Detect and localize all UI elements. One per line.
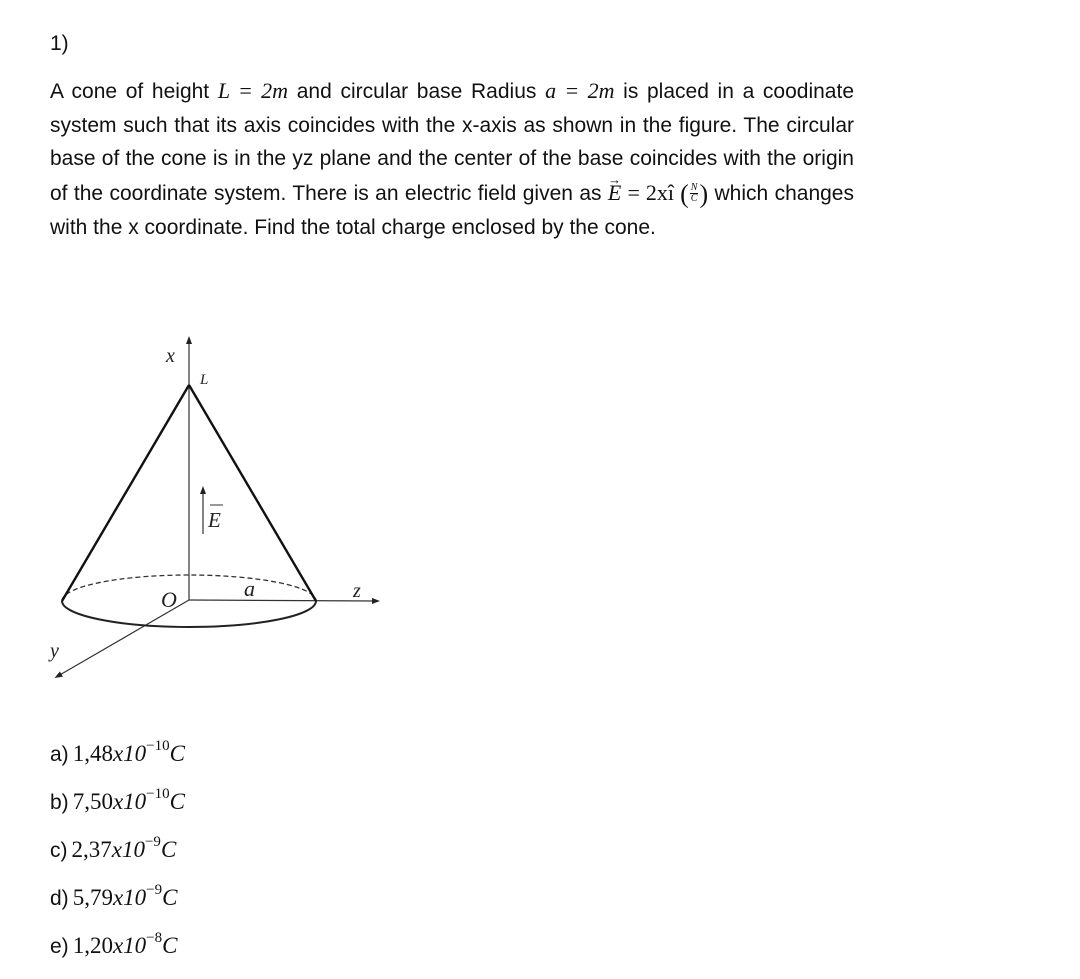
cone-side-left (62, 385, 189, 601)
label-L: L (200, 372, 209, 388)
radius-equation: a = 2m (545, 78, 615, 103)
option-mantissa: 2,37 (71, 837, 112, 862)
option-e[interactable] (50, 930, 185, 978)
option-value (73, 786, 185, 815)
option-d[interactable] (50, 882, 185, 930)
problem-text-1: A cone of height (50, 80, 218, 103)
option-times: x10 (112, 741, 147, 766)
option-exponent: −10 (146, 786, 170, 802)
option-letter: a) (50, 743, 69, 766)
option-unit: C (169, 741, 185, 766)
option-letter: d) (50, 887, 69, 910)
problem-text-3: is placed in a coodinate system such that its axis coincides with the x-axis as shown in the figure. The circular base of the cone is in the yz plane and the center of the base coincides with the origin of the coordinate system. There is an electric field given as (50, 80, 854, 205)
label-a: a (244, 576, 255, 601)
height-equation: L = 2m (217, 78, 289, 103)
option-mantissa: 1,48 (72, 741, 113, 766)
cone-figure (40, 330, 400, 690)
field-expression: = 2xî (621, 179, 681, 205)
option-letter: c) (50, 839, 68, 862)
question-number: 1) (50, 32, 69, 55)
problem-text-4: which changes with the x coordinate. Find the total charge enclosed by the cone. (50, 181, 854, 239)
option-unit: C (160, 837, 177, 862)
unit-close-paren: ) (699, 179, 709, 209)
option-mantissa: 1,20 (72, 933, 113, 958)
option-b[interactable] (50, 786, 185, 834)
label-y: y (50, 640, 59, 662)
field-unit-fraction (690, 183, 699, 204)
option-exponent: −8 (146, 930, 163, 946)
option-unit: C (162, 933, 178, 958)
option-times: x10 (111, 837, 145, 862)
problem-text-2: and circular base Radius (288, 80, 546, 103)
option-value (73, 738, 185, 767)
unit-open-paren: ( (680, 179, 689, 209)
option-mantissa: 7,50 (72, 789, 113, 814)
option-c[interactable] (50, 834, 185, 882)
answer-options (50, 738, 185, 978)
option-unit: C (162, 885, 178, 910)
cone-base-front (62, 601, 316, 627)
option-exponent: −10 (146, 738, 170, 754)
field-vector-symbol: → E (608, 176, 621, 210)
label-z: z (353, 580, 361, 602)
option-times: x10 (112, 933, 147, 958)
option-letter: b) (50, 791, 69, 814)
option-unit: C (169, 789, 185, 814)
option-value (72, 834, 177, 863)
z-axis (189, 600, 376, 601)
unit-denominator: C (690, 193, 698, 205)
problem-statement (50, 74, 854, 244)
unit-numerator: N (690, 182, 698, 194)
label-x: x (166, 345, 175, 367)
option-exponent: −9 (146, 882, 163, 898)
option-mantissa: 5,79 (72, 885, 113, 910)
label-E: E (208, 508, 221, 532)
option-exponent: −9 (144, 834, 161, 850)
option-letter: e) (50, 935, 69, 958)
option-value (73, 882, 178, 911)
option-a[interactable] (50, 738, 185, 786)
option-times: x10 (112, 789, 147, 814)
option-times: x10 (112, 885, 147, 910)
label-O: O (161, 587, 177, 612)
option-value (73, 930, 178, 959)
cone-side-right (189, 385, 316, 601)
